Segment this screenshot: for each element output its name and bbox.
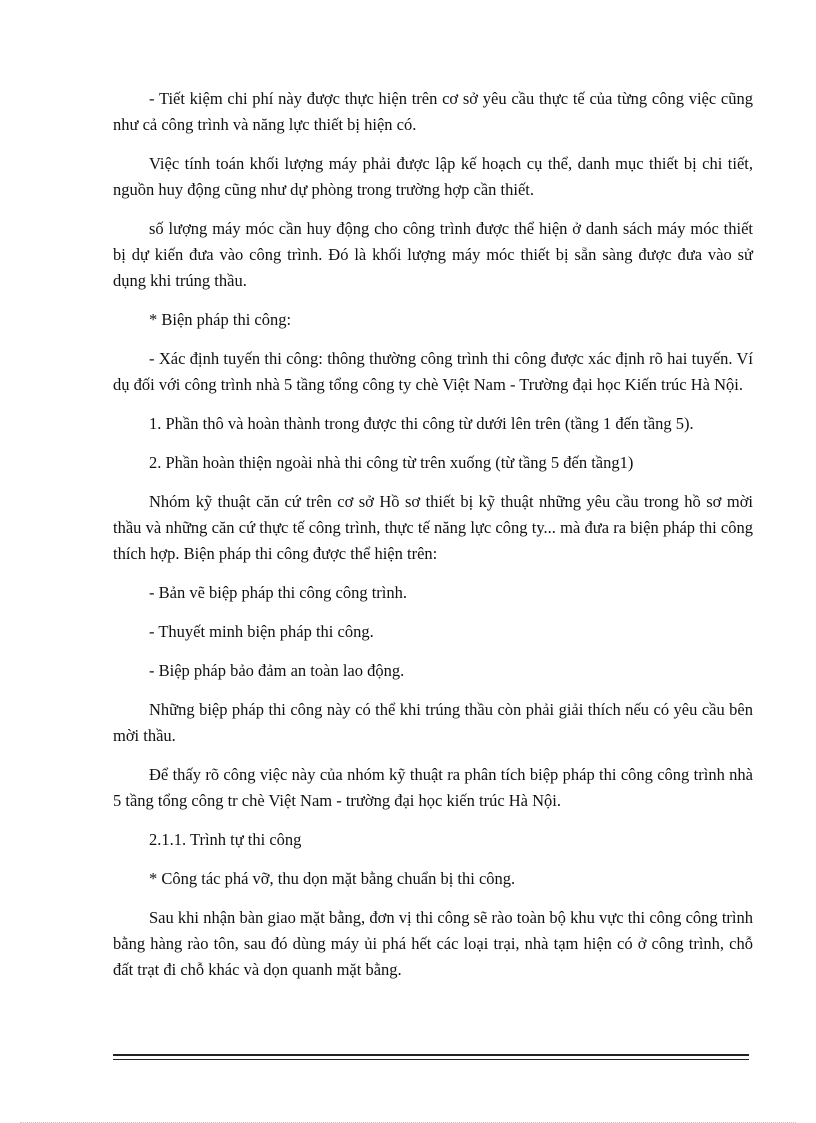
footer-rule: [113, 1054, 749, 1060]
paragraph: Để thấy rõ công việc này của nhóm kỹ thuật ra phân tích biệp pháp thi công công trình nhà 5 tầng tổng công tr chè Việt Nam - trường đại học kiến trúc Hà Nội.: [113, 765, 753, 810]
document-body: [113, 86, 753, 996]
paragraph: Những biệp pháp thi công này có thể khi trúng thầu còn phải giải thích nếu có yêu cầu bên mời thầu.: [113, 700, 753, 745]
list-item: 1. Phần thô và hoàn thành trong được thi công từ dưới lên trên (tầng 1 đến tầng 5).: [149, 414, 694, 433]
list-item: - Thuyết minh biện pháp thi công.: [149, 622, 374, 641]
list-item: - Bản vẽ biệp pháp thi công công trình.: [149, 583, 407, 602]
section-heading: * Biện pháp thi công:: [149, 310, 292, 329]
paragraph: Sau khi nhận bàn giao mặt bằng, đơn vị thi công sẽ rào toàn bộ khu vực thi công công trình bằng hàng rào tôn, sau đó dùng máy ủi phá hết các loại trại, nhà tạm hiện có ở công trình, chỗ đất trạt đi chỗ khác và dọn quanh mặt bằng.: [113, 908, 753, 979]
paragraph: - Xác định tuyến thi công: thông thường công trình thi công được xác định rõ hai tuyến. Ví dụ đối với công trình nhà 5 tầng tổng công ty chè Việt Nam - Trường đại học Kiến trúc Hà Nội.: [113, 349, 753, 394]
paragraph: Việc tính toán khối lượng máy phải được lập kế hoạch cụ thể, danh mục thiết bị chi tiết, nguồn huy động cũng như dự phòng trong trường hợp cần thiết.: [113, 154, 753, 199]
list-item: - Biệp pháp bảo đảm an toàn lao động.: [149, 661, 405, 680]
section-heading: 2.1.1. Trình tự thi công: [149, 830, 302, 849]
section-heading: * Công tác phá vỡ, thu dọn mặt bằng chuẩn bị thi công.: [149, 869, 516, 888]
list-item: 2. Phần hoàn thiện ngoài nhà thi công từ trên xuống (từ tầng 5 đến tầng1): [149, 453, 634, 472]
paragraph: số lượng máy móc cần huy động cho công trình được thể hiện ở danh sách máy móc thiết bị dự kiến đưa vào công trình. Đó là khối lượng máy móc thiết bị sẵn sàng được đưa vào sử dụng khi trúng thầu.: [113, 219, 753, 290]
paragraph: - Tiết kiệm chi phí này được thực hiện trên cơ sở yêu cầu thực tế của từng công việc cũng như cả công trình và năng lực thiết bị hiện có.: [113, 89, 753, 134]
paragraph: Nhóm kỹ thuật căn cứ trên cơ sở Hồ sơ thiết bị kỹ thuật những yêu cầu trong hồ sơ mời thầu và những căn cứ thực tế công trình, thực tế năng lực công ty... mà đưa ra biện pháp thi công thích hợp. Biện pháp thi công được thể hiện trên:: [113, 492, 753, 563]
